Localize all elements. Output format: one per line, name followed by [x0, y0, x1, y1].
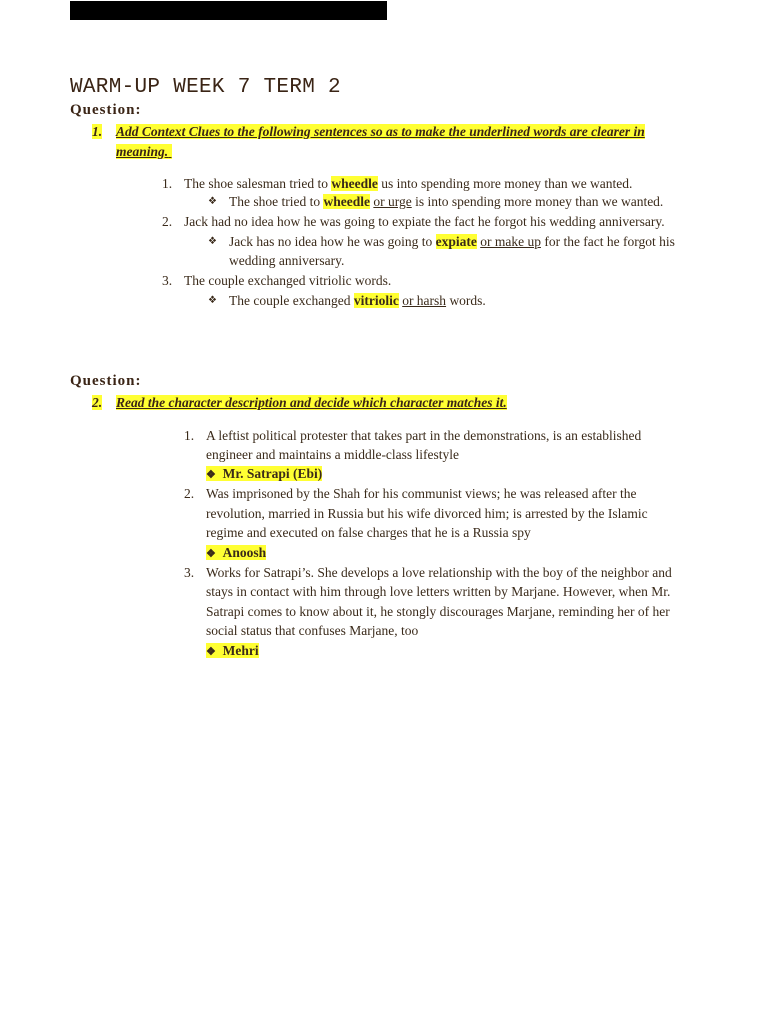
character-item-3-line-4: social status that confuses Marjane, too: [206, 623, 419, 638]
question-1-prompt: Add Context Clues to the following sentences so as to make the underlined words are clearer in: [116, 124, 645, 139]
redacted-name-bar: [70, 1, 387, 20]
character-item-3-line-3: Satrapi comes to know about it, he stongly discourages Marjane, reminding her of her: [206, 604, 670, 619]
question-2-number: 2.: [92, 395, 103, 410]
character-item-1-line-2: engineer and maintains a middle-class lifestyle: [206, 447, 460, 462]
character-item-3-line-1: Works for Satrapi’s. She develops a love relationship with the boy of the neighbor and: [206, 565, 672, 580]
character-item-2-line-3: regime and executed on false charges that he is a Russia spy: [206, 525, 531, 540]
item-2-sentence: Jack had no idea how he was going to expiate the fact he forgot his wedding anniversary.: [184, 214, 665, 229]
character-item-3-line-2: stays in contact with him through love letters written by Marjane. However, when Mr.: [206, 584, 671, 599]
page-title: WARM-UP WEEK 7 TERM 2: [70, 76, 341, 99]
character-item-2-line-2: revolution, married in Russia but his wife divorced him; is arrested by the Islamic: [206, 506, 648, 521]
character-item-1-number: 1.: [184, 428, 195, 443]
question-label-2: Question:: [70, 373, 142, 389]
item-2-number: 2.: [162, 214, 173, 229]
item-3-answer: The couple exchanged vitriolic or harsh words.: [229, 293, 486, 308]
answer-bullet-icon: ❖: [206, 646, 216, 658]
answer-bullet-icon: ❖: [206, 469, 216, 481]
character-item-2-line-1: Was imprisoned by the Shah for his communist views; he was released after the: [206, 486, 637, 501]
item-1-answer: The shoe tried to wheedle or urge is into spending more money than we wanted.: [229, 194, 664, 209]
item-1-sentence: The shoe salesman tried to wheedle us into spending more money than we wanted.: [184, 176, 633, 191]
question-1-prompt-cont: meaning.: [116, 142, 172, 162]
answer-bullet-icon: ❖: [208, 295, 217, 306]
item-2-answer-cont: wedding anniversary.: [229, 253, 345, 268]
character-item-1-answer: ❖ Mr. Satrapi (Ebi): [206, 466, 323, 481]
answer-bullet-icon: ❖: [208, 196, 217, 207]
question-label-1: Question:: [70, 102, 142, 118]
character-item-2-number: 2.: [184, 486, 195, 501]
question-2-prompt: Read the character description and decide which character matches it.: [116, 395, 507, 410]
item-1-number: 1.: [162, 176, 173, 191]
answer-bullet-icon: ❖: [206, 548, 216, 560]
item-2-answer: Jack has no idea how he was going to expiate or make up for the fact he forgot his: [229, 234, 675, 249]
character-item-3-number: 3.: [184, 565, 195, 580]
character-item-3-answer: ❖ Mehri: [206, 643, 259, 658]
item-3-sentence: The couple exchanged vitriolic words.: [184, 273, 392, 288]
question-1-number: 1.: [92, 124, 103, 139]
character-item-1-line-1: A leftist political protester that takes part in the demonstrations, is an established: [206, 428, 642, 443]
item-3-number: 3.: [162, 273, 173, 288]
answer-bullet-icon: ❖: [208, 236, 217, 247]
character-item-2-answer: ❖ Anoosh: [206, 545, 267, 560]
